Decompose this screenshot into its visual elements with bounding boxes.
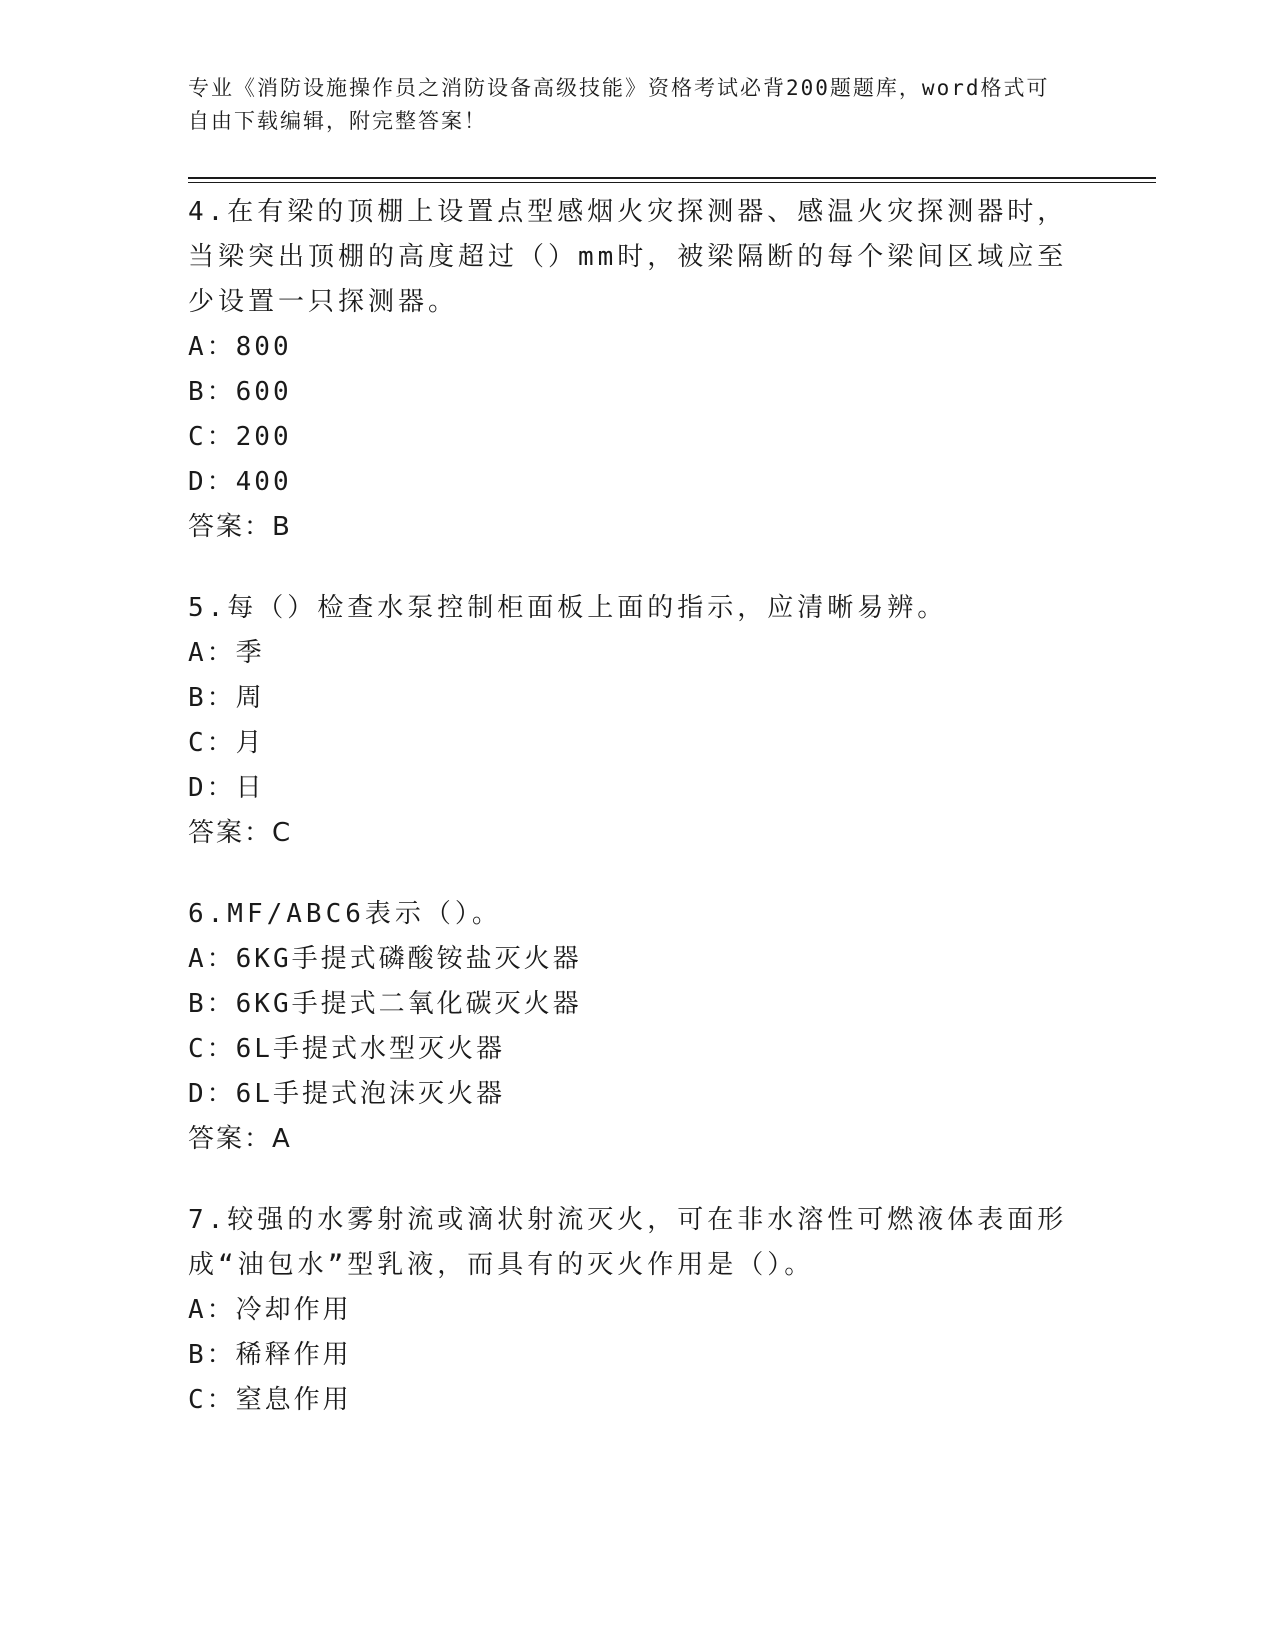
- question-6: [188, 892, 1088, 1162]
- option-b: B：稀释作用: [188, 1340, 352, 1370]
- question-list: [188, 190, 1088, 1459]
- question-text: 6.MF/ABC6表示（）。: [188, 899, 502, 929]
- answer-label: 答案：C: [188, 818, 293, 848]
- question-text: 7.较强的水雾射流或滴状射流灭火，可在非水溶性可燃液体表面形成“油包水”型乳液，而具有的灭火作用是（）。: [188, 1205, 1068, 1280]
- answer-label: 答案：B: [188, 512, 292, 542]
- option-c: C：月: [188, 728, 265, 758]
- option-d: D：6L手提式泡沫灭火器: [188, 1079, 505, 1109]
- question-5: [188, 586, 1088, 856]
- header-divider-thick: [188, 177, 1156, 179]
- option-d: D：日: [188, 773, 265, 803]
- option-a: A：冷却作用: [188, 1295, 352, 1325]
- option-c: C：6L手提式水型灭火器: [188, 1034, 505, 1064]
- question-text: 5.每（）检查水泵控制柜面板上面的指示，应清晰易辨。: [188, 593, 948, 623]
- option-a: A：800: [188, 332, 292, 362]
- header-divider-thin: [188, 182, 1156, 183]
- option-b: B：6KG手提式二氧化碳灭火器: [188, 989, 582, 1019]
- question-7: [188, 1198, 1088, 1423]
- answer-label: 答案：A: [188, 1124, 292, 1154]
- option-a: A：6KG手提式磷酸铵盐灭火器: [188, 944, 582, 974]
- option-c: C：窒息作用: [188, 1385, 352, 1415]
- question-4: [188, 190, 1088, 550]
- option-a: A：季: [188, 638, 265, 668]
- question-text: 4.在有梁的顶棚上设置点型感烟火灾探测器、感温火灾探测器时，当梁突出顶棚的高度超过（）mm时，被梁隔断的每个梁间区域应至少设置一只探测器。: [188, 197, 1068, 317]
- option-c: C：200: [188, 422, 292, 452]
- option-b: B：600: [188, 377, 292, 407]
- option-d: D：400: [188, 467, 292, 497]
- document-header: 专业《消防设施操作员之消防设备高级技能》资格考试必背200题题库，word格式可自由下载编辑，附完整答案！: [188, 76, 1050, 133]
- option-b: B：周: [188, 683, 265, 713]
